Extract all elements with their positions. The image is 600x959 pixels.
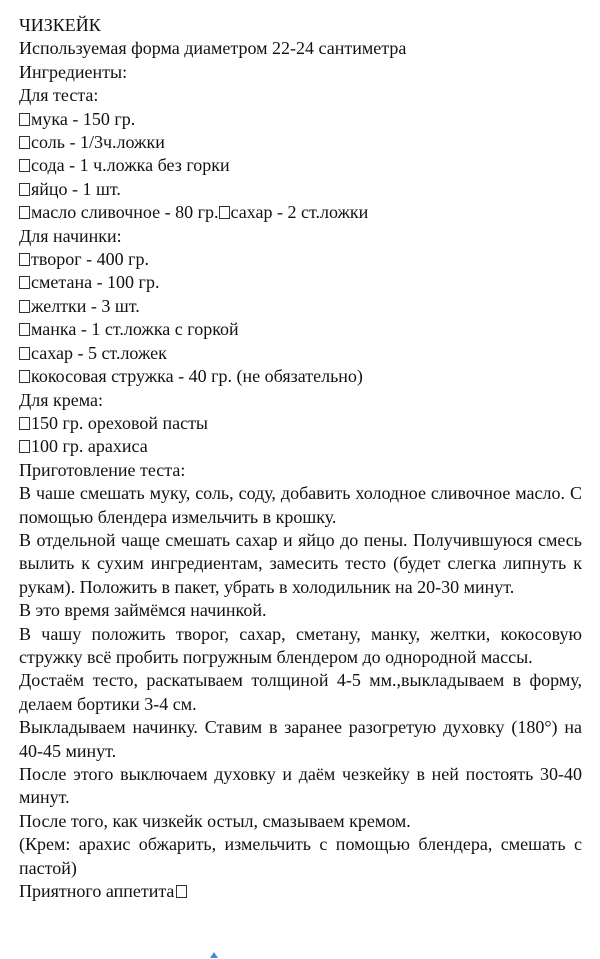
instruction-paragraph: В отдельной чаще смешать сахар и яйцо до пены. Получившуюся смесь вылить к сухим ингредиентам, замесить тесто (будет слегка липнуть к рукам). Положить в пакет, убрать в холодильник на 20-30 минут.: [19, 529, 582, 597]
checkbox-glyph-icon: [19, 183, 30, 196]
checkbox-glyph-icon: [19, 417, 30, 430]
list-item: мука - 150 гр.: [19, 108, 582, 131]
list-item: кокосовая стружка - 40 гр. (не обязательно): [19, 365, 582, 388]
checkbox-glyph-icon: [19, 300, 30, 313]
list-item: яйцо - 1 шт.: [19, 178, 582, 201]
insertion-marker-icon: [210, 952, 218, 958]
checkbox-glyph-icon: [19, 370, 30, 383]
list-item: творог - 400 гр.: [19, 248, 582, 271]
list-item: соль - 1/3ч.ложки: [19, 131, 582, 154]
list-item: сода - 1 ч.ложка без горки: [19, 154, 582, 177]
checkbox-glyph-icon: [176, 885, 187, 898]
recipe-document: [19, 14, 582, 903]
checkbox-glyph-icon: [19, 113, 30, 126]
list-item: 100 гр. арахиса: [19, 435, 582, 458]
preparation-heading: Приготовление теста:: [19, 459, 186, 480]
checkbox-glyph-icon: [19, 323, 30, 336]
list-item: 150 гр. ореховой пасты: [19, 412, 582, 435]
dough-heading: Для теста:: [19, 85, 99, 106]
form-size-line: Используемая форма диаметром 22-24 сантиметра: [19, 38, 407, 59]
closing-line: Приятного аппетита: [19, 880, 582, 903]
filling-heading: Для начинки:: [19, 225, 122, 246]
checkbox-glyph-icon: [19, 253, 30, 266]
checkbox-glyph-icon: [19, 206, 30, 219]
instruction-paragraph: Достаём тесто, раскатываем толщиной 4-5 мм.,выкладываем в форму, делаем бортики 3-4 см.: [19, 670, 582, 714]
cream-heading: Для крема:: [19, 389, 104, 410]
instruction-paragraph: После того, как чизкейк остыл, смазываем кремом.: [19, 810, 411, 831]
checkbox-glyph-icon: [219, 206, 230, 219]
instruction-paragraph: В чаше смешать муку, соль, соду, добавить холодное сливочное масло. С помощью блендера измельчить в крошку.: [19, 483, 582, 527]
checkbox-glyph-icon: [19, 276, 30, 289]
checkbox-glyph-icon: [19, 347, 30, 360]
list-item: масло сливочное - 80 гр. сахар - 2 ст.ложки: [19, 201, 582, 224]
checkbox-glyph-icon: [19, 440, 30, 453]
instruction-paragraph: (Крем: арахис обжарить, измельчить с помощью блендера, смешать с пастой): [19, 834, 582, 878]
checkbox-glyph-icon: [19, 136, 30, 149]
list-item: желтки - 3 шт.: [19, 295, 582, 318]
instruction-paragraph: В чашу положить творог, сахар, сметану, манку, желтки, кокосовую стружку всё пробить погружным блендером до однородной массы.: [19, 623, 582, 667]
list-item: манка - 1 ст.ложка с горкой: [19, 318, 582, 341]
instruction-paragraph: После этого выключаем духовку и даём чезкейку в ней постоять 30-40 минут.: [19, 764, 582, 808]
checkbox-glyph-icon: [19, 159, 30, 172]
instruction-paragraph: Выкладываем начинку. Ставим в заранее разогретую духовку (180°) на 40-45 минут.: [19, 717, 582, 761]
recipe-title: ЧИЗКЕЙК: [19, 15, 101, 35]
list-item: сахар - 5 ст.ложек: [19, 342, 582, 365]
instruction-paragraph: В это время займёмся начинкой.: [19, 600, 267, 621]
ingredients-heading: Ингредиенты:: [19, 61, 128, 82]
list-item: сметана - 100 гр.: [19, 271, 582, 294]
